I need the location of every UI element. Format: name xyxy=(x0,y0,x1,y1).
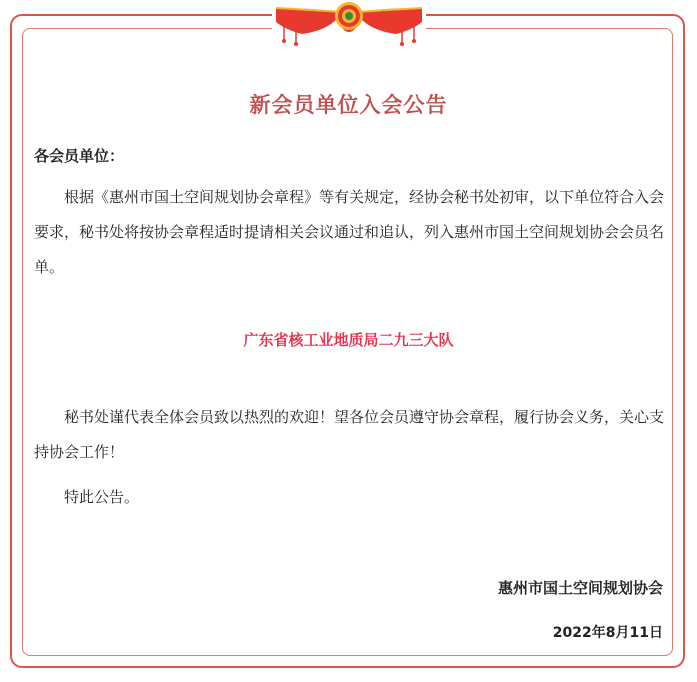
signature-organization: 惠州市国土空间规划协会 xyxy=(497,579,663,597)
announcement-date: 2022年8月11日 xyxy=(552,625,663,641)
body-paragraph-1: 根据《惠州市国土空间规划协会章程》等有关规定，经协会秘书处初审，以下单位符合入会要求，秘书处将按协会章程适时提请相关会议通过和追认，列入惠州市国土空间规划协会会员名单。 xyxy=(34,188,665,276)
body-paragraph-2: 秘书处谨代表全体会员致以热烈的欢迎！望各位会员遵守协会章程，履行协会义务，关心支持协会工作！ xyxy=(34,408,665,461)
curtain-rosette-icon xyxy=(272,0,426,46)
new-member-name: 广东省核工业地质局二九三大队 xyxy=(243,331,454,349)
body-paragraph-3: 特此公告。 xyxy=(64,488,140,506)
announcement-title: 新会员单位入会公告 xyxy=(249,93,448,117)
salutation: 各会员单位： xyxy=(34,147,125,165)
